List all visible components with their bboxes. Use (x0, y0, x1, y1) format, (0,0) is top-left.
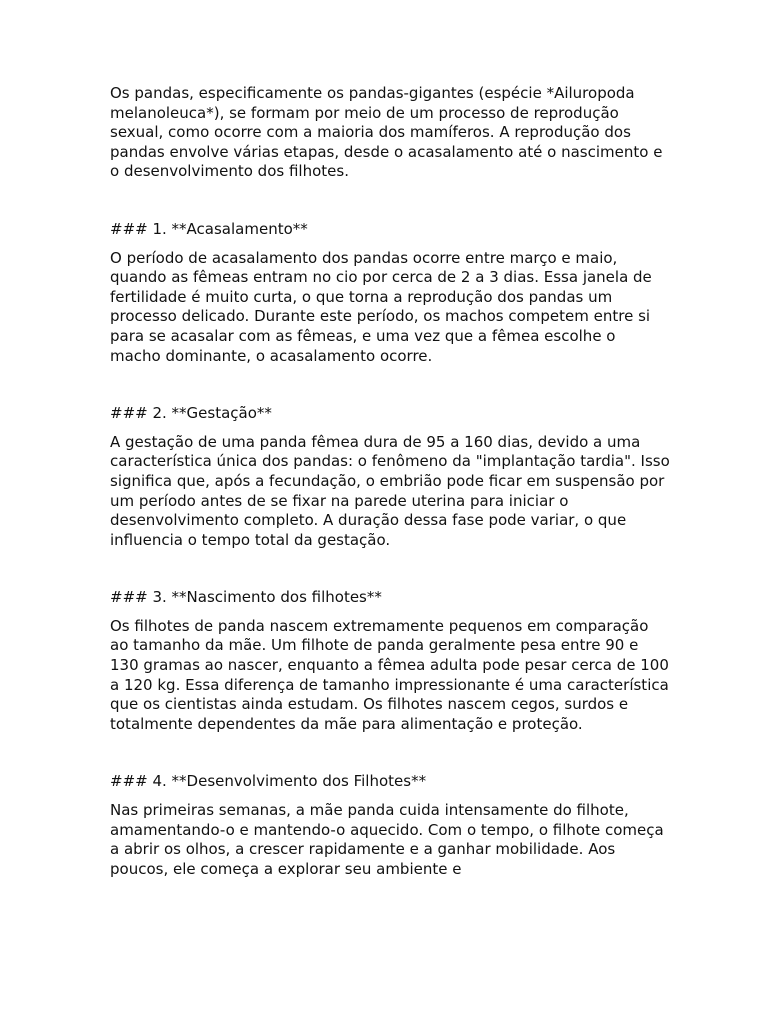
section-nascimento (110, 588, 670, 734)
section-body: Os filhotes de panda nascem extremamente pequenos em comparação ao tamanho da mãe. Um filhote de panda geralmente pesa entre 90 e 130 gramas ao nascer, enquanto a fêmea adulta pode pesar cerca de 100 a 120 kg. Essa diferença de tamanho impressionante é uma característica que os cientistas ainda estudam. Os filhotes nascem cegos, surdos e totalmente dependentes da mãe para alimentação e proteção. (110, 616, 669, 733)
section-body: Nas primeiras semanas, a mãe panda cuida intensamente do filhote, amamentando-o e mantendo-o aquecido. Com o tempo, o filhote começa a abrir os olhos, a crescer rapidamente e a ganhar mobilidade. Aos poucos, ele começa a explorar seu ambiente e (110, 801, 664, 878)
section-acasalamento (110, 220, 670, 366)
section-gestacao (110, 404, 670, 550)
document-page (110, 84, 670, 879)
section-body: O período de acasalamento dos pandas ocorre entre março e maio, quando as fêmeas entram no cio por cerca de 2 a 3 dias. Essa janela de fertilidade é muito curta, o que torna a reprodução dos pandas um processo delicado. Durante este período, os machos competem entre si para se acasalar com as fêmeas, e uma vez que a fêmea escolhe o macho dominante, o acasalamento ocorre. (110, 248, 652, 365)
section-heading: ### 1. **Acasalamento** (110, 219, 308, 238)
section-heading: ### 4. **Desenvolvimento dos Filhotes** (110, 772, 427, 791)
section-body: A gestação de uma panda fêmea dura de 95 a 160 dias, devido a uma característica única dos pandas: o fenômeno da "implantação tardia". Isso significa que, após a fecundação, o embrião pode ficar em suspensão por um período antes de se fixar na parede uterina para iniciar o desenvolvimento completo. A duração dessa fase pode variar, o que influencia o tempo total da gestação. (110, 432, 670, 549)
section-desenvolvimento (110, 772, 670, 879)
section-heading: ### 3. **Nascimento dos filhotes** (110, 588, 382, 607)
intro-paragraph: Os pandas, especificamente os pandas-gigantes (espécie *Ailuropoda melanoleuca*), se formam por meio de um processo de reprodução sexual, como ocorre com a maioria dos mamíferos. A reprodução dos pandas envolve várias etapas, desde o acasalamento até o nascimento e o desenvolvimento dos filhotes. (110, 84, 663, 181)
section-heading: ### 2. **Gestação** (110, 404, 272, 423)
